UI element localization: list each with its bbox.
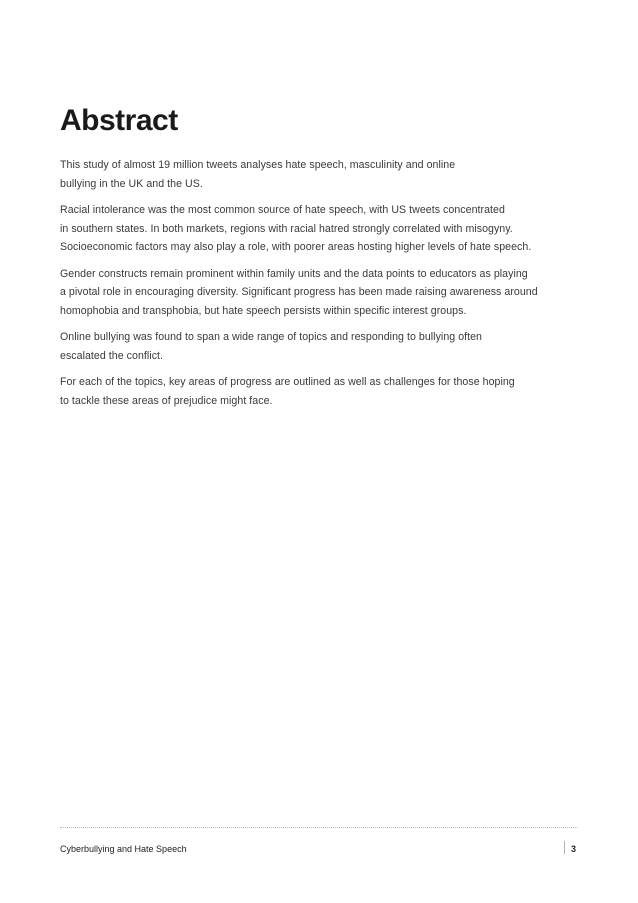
text-line: a pivotal role in encouraging diversity. Significant progress has been made raising awareness around — [60, 286, 538, 298]
text-line: in southern states. In both markets, regions with racial hatred strongly correlated with misogyny. — [60, 222, 513, 235]
text-line: Online bullying was found to span a wide range of topics and responding to bullying often — [60, 331, 483, 343]
footer-document-title: Cyberbullying and Hate Speech — [60, 844, 187, 854]
page-title: Abstract — [60, 104, 178, 137]
abstract-paragraph — [60, 156, 560, 193]
footer-separator — [564, 841, 565, 854]
text-line: For each of the topics, key areas of progress are outlined as well as challenges for those hoping — [60, 376, 515, 388]
abstract-body — [60, 156, 560, 418]
text-line: Gender constructs remain prominent within family units and the data points to educators as playing — [60, 267, 528, 280]
abstract-paragraph — [60, 328, 560, 365]
abstract-paragraph — [60, 373, 560, 410]
abstract-paragraph — [60, 265, 560, 321]
text-line: homophobia and transphobia, but hate speech persists within specific interest groups. — [60, 304, 467, 317]
abstract-paragraph — [60, 201, 560, 257]
text-line: to tackle these areas of prejudice might face. — [60, 394, 273, 407]
text-line: bullying in the UK and the US. — [60, 177, 203, 190]
footer-divider — [60, 827, 578, 828]
text-line: escalated the conflict. — [60, 349, 164, 362]
text-line: This study of almost 19 million tweets analyses hate speech, masculinity and online — [60, 159, 456, 171]
text-line: Socioeconomic factors may also play a role, with poorer areas hosting higher levels of hate speech. — [60, 241, 532, 253]
page-number: 3 — [571, 844, 577, 854]
text-line: Racial intolerance was the most common source of hate speech, with US tweets concentrated — [60, 204, 505, 216]
